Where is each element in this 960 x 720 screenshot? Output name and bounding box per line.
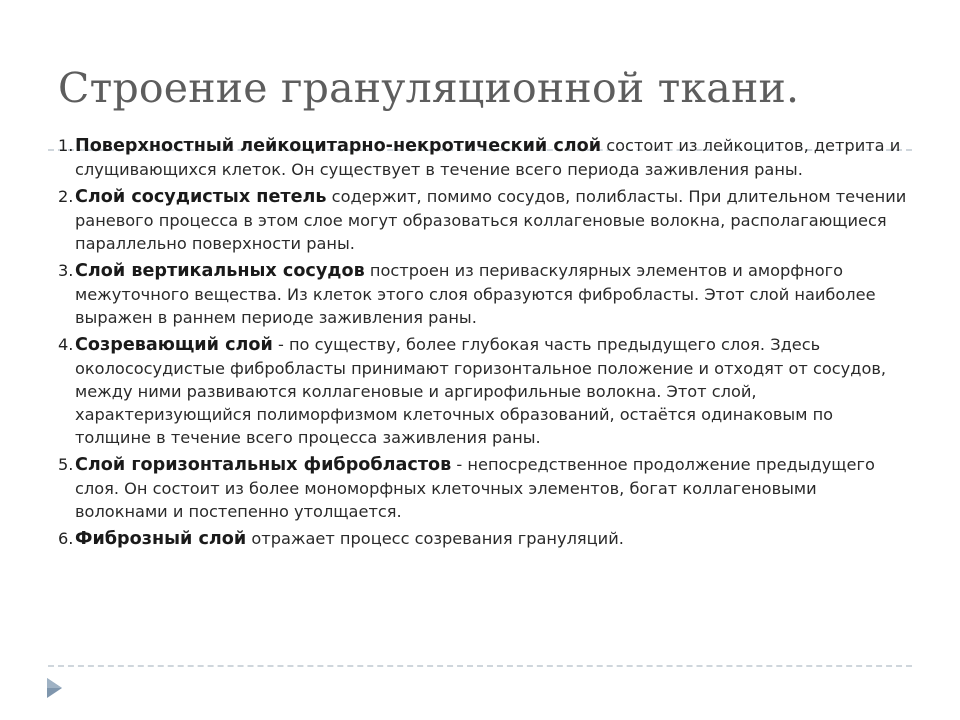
item-number: 5. <box>58 455 74 474</box>
item-description: отражает процесс созревания грануляций. <box>246 529 624 548</box>
list-item-2 <box>58 185 908 255</box>
item-number: 2. <box>58 187 74 206</box>
item-term: Фиброзный слой <box>75 529 247 549</box>
item-description: - непосредственное продолжение предыдущего слоя. Он состоит из более мономорфных клеточных элементов, богат коллагеновыми волокнами и постепенно утолщается. <box>75 455 875 521</box>
list-item-1 <box>58 134 908 181</box>
item-number: 3. <box>58 261 74 280</box>
item-description: содержит, помимо сосудов, полибласты. При длительном течении раневого процесса в этом слое могут образоваться коллагеновые волокна, располагающиеся параллельно поверхности раны. <box>75 187 907 253</box>
item-term: Слой сосудистых петель <box>75 187 327 207</box>
item-description: - по существу, более глубокая часть предыдущего слоя. Здесь околососудистые фибробласты принимают горизонтальное положение и отходят от сосудов, между ними развиваются коллагеновые и аргирофильные волокна. Этот слой, характеризующийся полиморфизмом клеточных образований, остаётся одинаковым по толщине в течение всего процесса заживления раны. <box>75 335 887 447</box>
list-item-3 <box>58 259 908 329</box>
item-number: 4. <box>58 335 74 354</box>
list-item-4 <box>58 333 908 449</box>
item-term: Слой горизонтальных фибробластов <box>75 455 452 475</box>
item-term: Созревающий слой <box>75 335 273 355</box>
layer-list <box>58 134 908 555</box>
item-number: 6. <box>58 529 74 548</box>
item-term: Поверхностный лейкоцитарно-некротический слой <box>75 136 602 156</box>
item-description: состоит из лейкоцитов, детрита и слущивающихся клеток. Он существует в течение всего периода заживления раны. <box>75 136 901 179</box>
item-description: построен из периваскулярных элементов и аморфного межуточного вещества. Из клеток этого слоя образуются фибробласты. Этот слой наиболее выражен в раннем периоде заживления раны. <box>75 261 876 327</box>
slide-title: Строение грануляционной ткани. <box>58 64 800 112</box>
item-term: Слой вертикальных сосудов <box>75 261 365 281</box>
footer-divider <box>48 665 912 667</box>
list-item-6 <box>58 527 908 551</box>
item-number: 1. <box>58 136 74 155</box>
list-item-5 <box>58 453 908 523</box>
next-slide-arrow-icon[interactable] <box>44 676 64 700</box>
